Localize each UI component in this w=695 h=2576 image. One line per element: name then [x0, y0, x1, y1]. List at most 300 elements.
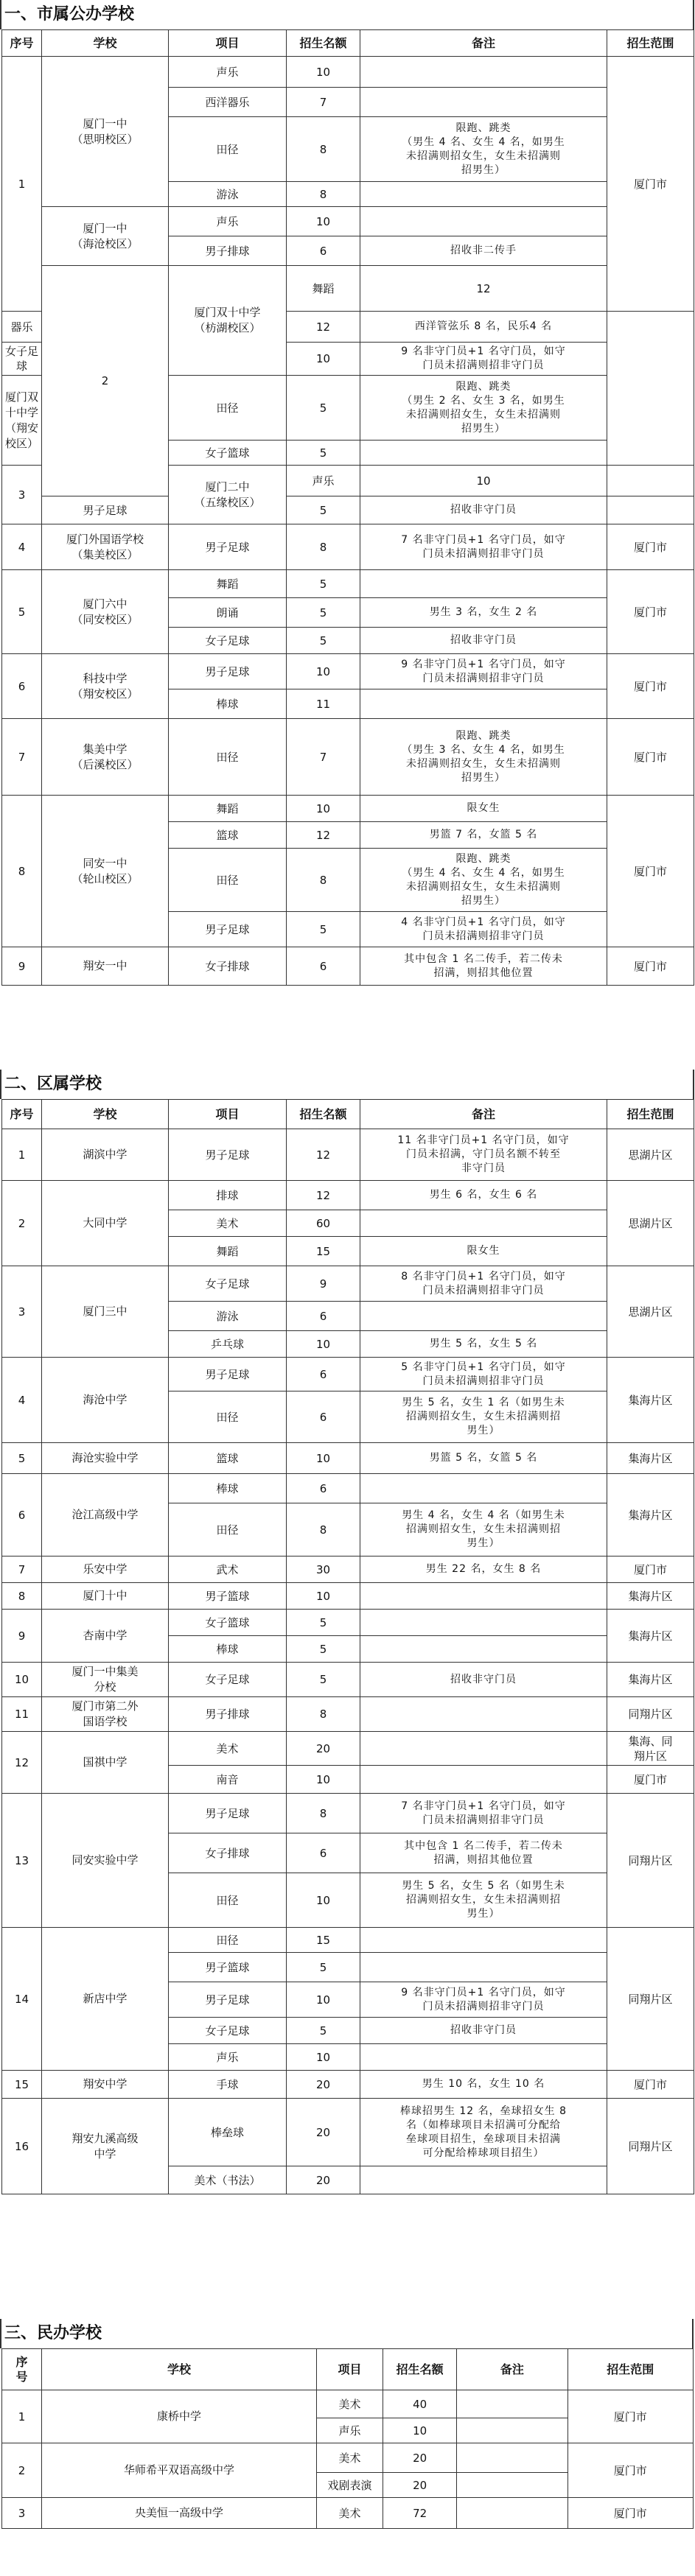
cell-note: 招收非守门员 — [360, 1663, 607, 1697]
cell-num: 13 — [2, 1794, 42, 1928]
cell-quota: 20 — [287, 2099, 360, 2166]
cell-quota: 7 — [287, 88, 360, 117]
cell-quota: 8 — [287, 849, 360, 912]
cell-note — [360, 1766, 607, 1794]
cell-school: 同安实验中学 — [42, 1794, 169, 1928]
cell-num: 11 — [2, 1697, 42, 1732]
cell-num: 2 — [42, 266, 169, 496]
cell-note: 限跑、跳类 （男生 2 名、女生 3 名，如男生 未招满则招女生，女生未招满则 招男生） — [360, 376, 607, 441]
cell-range: 思湖片区 — [607, 1181, 694, 1266]
cell-quota: 5 — [287, 1636, 360, 1663]
column-header-quota: 招生名额 — [383, 2349, 457, 2390]
cell-project: 排球 — [169, 1181, 287, 1210]
table-row — [2, 2443, 694, 2473]
cell-project: 舞蹈 — [169, 796, 287, 822]
section-title: 二、区属学校 — [0, 1070, 694, 1099]
admissions-table — [1, 29, 694, 986]
cell-note — [360, 1583, 607, 1610]
table-row — [2, 1443, 694, 1474]
cell-project: 男子足球 — [169, 1982, 287, 2018]
cell-note: 5 名非守门员+1 名守门员，如守 门员未招满则招非守门员 — [360, 1358, 607, 1391]
table-row — [2, 1474, 694, 1503]
column-header-note: 备注 — [360, 30, 607, 57]
column-header-range: 招生范围 — [607, 30, 694, 57]
cell-quota: 20 — [287, 2071, 360, 2099]
cell-project: 美术 — [316, 2390, 383, 2418]
column-header-project: 项目 — [169, 1100, 287, 1129]
cell-range: 厦门市 — [607, 1766, 694, 1794]
column-header-project: 项目 — [316, 2349, 383, 2390]
cell-school: 翔安一中 — [42, 947, 169, 986]
admissions-table — [1, 1099, 694, 2194]
cell-note: 7 名非守门员+1 名守门员，如守 门员未招满则招非守门员 — [360, 524, 607, 570]
cell-project: 游泳 — [169, 1302, 287, 1331]
cell-quota: 12 — [287, 1129, 360, 1181]
cell-quota: 6 — [287, 1474, 360, 1503]
column-header-index: 序号 — [2, 30, 42, 57]
column-header-school: 学校 — [42, 2349, 317, 2390]
cell-school: 厦门一中集美 分校 — [42, 1663, 169, 1697]
cell-note: 9 名非守门员+1 名守门员，如守 门员未招满则招非守门员 — [360, 654, 607, 689]
table-row — [2, 2099, 694, 2166]
cell-num: 9 — [2, 947, 42, 986]
table-row — [2, 1732, 694, 1766]
cell-note: 男生 3 名，女生 2 名 — [360, 598, 607, 628]
cell-project: 男子足球 — [169, 1129, 287, 1181]
cell-note — [360, 689, 607, 719]
cell-quota: 10 — [360, 466, 607, 496]
cell-quota: 8 — [287, 1503, 360, 1557]
cell-project: 田径 — [169, 1928, 287, 1953]
cell-quota: 15 — [287, 1237, 360, 1266]
cell-school: 厦门六中 （同安校区） — [42, 570, 169, 654]
section-private — [0, 2319, 694, 2529]
cell-note — [360, 1610, 607, 1636]
cell-quota: 6 — [287, 947, 360, 986]
column-header-quota: 招生名额 — [287, 30, 360, 57]
cell-project: 朗诵 — [169, 598, 287, 628]
cell-quota: 8 — [287, 524, 360, 570]
cell-range: 厦门市 — [607, 654, 694, 719]
cell-quota: 10 — [287, 1766, 360, 1794]
cell-note: 招收非守门员 — [360, 628, 607, 654]
cell-num: 3 — [2, 466, 42, 524]
cell-range: 集海片区 — [607, 1583, 694, 1610]
cell-num: 7 — [2, 719, 42, 796]
cell-num: 3 — [2, 1266, 42, 1358]
section-title: 一、市属公办学校 — [0, 0, 694, 29]
cell-range: 同翔片区 — [607, 1697, 694, 1732]
cell-note — [457, 2473, 567, 2498]
cell-note: 9 名非守门员+1 名守门员，如守 门员未招满则招非守门员 — [360, 1982, 607, 2018]
cell-school: 沧江高级中学 — [42, 1474, 169, 1557]
cell-project: 美术 — [316, 2443, 383, 2473]
cell-project: 女子足球 — [169, 1266, 287, 1302]
cell-range: 厦门市 — [607, 719, 694, 796]
cell-project: 舞蹈 — [169, 1237, 287, 1266]
cell-range: 集海片区 — [607, 1474, 694, 1557]
cell-note: 限跑、跳类 （男生 4 名、女生 4 名，如男生 未招满则招女生，女生未招满则 招男生） — [360, 849, 607, 912]
cell-note — [360, 2166, 607, 2194]
cell-range: 厦门市 — [567, 2498, 693, 2529]
cell-quota: 11 — [287, 689, 360, 719]
cell-note: 其中包含 1 名二传手，若二传未 招满，则招其他位置 — [360, 947, 607, 986]
cell-school: 科技中学 （翔安校区） — [42, 654, 169, 719]
cell-quota: 20 — [383, 2473, 457, 2498]
cell-quota: 6 — [287, 236, 360, 266]
cell-num: 8 — [2, 796, 42, 947]
cell-project: 田径 — [169, 376, 287, 441]
cell-note: 男生 5 名，女生 5 名（如男生未 招满则招女生，女生未招满则招 男生） — [360, 1873, 607, 1928]
cell-project: 男子排球 — [169, 236, 287, 266]
table-row — [2, 496, 694, 524]
cell-project: 篮球 — [169, 1443, 287, 1474]
table-row — [2, 266, 694, 312]
table-row — [2, 207, 694, 236]
cell-note: 招收非守门员 — [360, 2018, 607, 2044]
cell-num: 1 — [2, 1129, 42, 1181]
table-row — [2, 1181, 694, 1210]
cell-school: 国祺中学 — [42, 1732, 169, 1794]
cell-note — [360, 1636, 607, 1663]
cell-range: 同翔片区 — [607, 1928, 694, 2071]
cell-project: 男子足球 — [169, 912, 287, 947]
cell-quota: 6 — [287, 1833, 360, 1873]
cell-num: 16 — [2, 2099, 42, 2194]
cell-note: 限女生 — [360, 796, 607, 822]
cell-quota: 5 — [287, 496, 360, 524]
cell-num: 6 — [2, 654, 42, 719]
cell-range: 思湖片区 — [607, 1129, 694, 1181]
table-row — [2, 570, 694, 598]
section-title: 三、民办学校 — [0, 2319, 694, 2348]
cell-note: 限跑、跳类 （男生 4 名、女生 4 名，如男生 未招满则招女生，女生未招满则 招男生） — [360, 117, 607, 182]
table-row — [2, 1928, 694, 1953]
cell-project: 女子篮球 — [169, 441, 287, 466]
table-row — [2, 2498, 694, 2529]
cell-note — [360, 1210, 607, 1237]
cell-quota: 20 — [287, 1732, 360, 1766]
cell-range: 集海片区 — [607, 1358, 694, 1443]
cell-quota: 12 — [360, 266, 607, 312]
table-row — [2, 1610, 694, 1636]
cell-num: 4 — [2, 1358, 42, 1443]
cell-quota: 30 — [287, 1557, 360, 1583]
cell-quota: 10 — [383, 2418, 457, 2443]
cell-note: 招收非守门员 — [360, 496, 607, 524]
column-header-range: 招生范围 — [607, 1100, 694, 1129]
cell-quota: 20 — [287, 2166, 360, 2194]
cell-project: 西洋器乐 — [169, 88, 287, 117]
cell-project: 声乐 — [169, 2044, 287, 2071]
cell-note — [457, 2418, 567, 2443]
table-row — [2, 524, 694, 570]
cell-project: 男子足球 — [169, 654, 287, 689]
cell-note — [457, 2390, 567, 2418]
cell-school: 海沧中学 — [42, 1358, 169, 1443]
cell-project: 女子足球 — [169, 1663, 287, 1697]
cell-project: 棒球 — [169, 1636, 287, 1663]
cell-note: 招收非二传手 — [360, 236, 607, 266]
cell-quota: 10 — [287, 1583, 360, 1610]
cell-quota: 10 — [287, 1873, 360, 1928]
cell-school: 翔安中学 — [42, 2071, 169, 2099]
table-row — [2, 1663, 694, 1697]
cell-num: 12 — [2, 1732, 42, 1794]
cell-num: 9 — [2, 1610, 42, 1663]
column-header-range: 招生范围 — [567, 2349, 693, 2390]
cell-quota: 8 — [287, 182, 360, 207]
cell-note — [360, 1928, 607, 1953]
cell-num: 3 — [2, 2498, 42, 2529]
cell-quota: 6 — [287, 1358, 360, 1391]
cell-range: 同翔片区 — [607, 2099, 694, 2194]
table-row — [2, 947, 694, 986]
cell-quota: 12 — [287, 822, 360, 849]
cell-note: 男生 5 名，女生 5 名 — [360, 1331, 607, 1358]
cell-range: 厦门市 — [607, 1557, 694, 1583]
cell-quota: 12 — [287, 312, 360, 343]
cell-project: 女子篮球 — [169, 1610, 287, 1636]
cell-project: 器乐 — [2, 312, 42, 343]
cell-num: 1 — [2, 57, 42, 312]
cell-note — [360, 2044, 607, 2071]
section-district — [0, 1070, 694, 2194]
cell-project: 女子足球 — [169, 628, 287, 654]
cell-quota: 10 — [287, 654, 360, 689]
cell-range: 厦门市 — [607, 947, 694, 986]
cell-project: 乒乓球 — [169, 1331, 287, 1358]
cell-project: 声乐 — [287, 466, 360, 496]
cell-note — [360, 207, 607, 236]
admissions-table — [1, 2348, 694, 2529]
cell-quota: 60 — [287, 1210, 360, 1237]
cell-school: 湖滨中学 — [42, 1129, 169, 1181]
cell-project: 美术 — [169, 1732, 287, 1766]
cell-project: 女子排球 — [169, 947, 287, 986]
table-row — [2, 2071, 694, 2099]
column-header-project: 项目 — [169, 30, 287, 57]
cell-school: 海沧实验中学 — [42, 1443, 169, 1474]
cell-range: 集海片区 — [607, 1663, 694, 1697]
header-row — [2, 1100, 694, 1129]
cell-range: 厦门市 — [567, 2443, 693, 2498]
cell-project: 棒球 — [169, 1474, 287, 1503]
cell-quota: 10 — [287, 1982, 360, 2018]
cell-quota: 10 — [287, 1443, 360, 1474]
cell-quota: 7 — [287, 719, 360, 796]
table-row — [2, 2390, 694, 2418]
cell-school: 厦门三中 — [42, 1266, 169, 1358]
table-row — [2, 57, 694, 88]
cell-quota: 5 — [287, 1663, 360, 1697]
cell-note: 男生 4 名，女生 4 名（如男生未 招满则招女生，女生未招满则招 男生） — [360, 1503, 607, 1557]
table-row — [2, 1358, 694, 1391]
cell-note: 男生 5 名，女生 1 名（如男生未 招满则招女生，女生未招满则招 男生） — [360, 1391, 607, 1443]
cell-num: 15 — [2, 2071, 42, 2099]
cell-range: 集海片区 — [607, 1443, 694, 1474]
cell-project: 田径 — [169, 1503, 287, 1557]
cell-project: 男子足球 — [169, 1358, 287, 1391]
cell-quota: 10 — [287, 207, 360, 236]
cell-quota: 8 — [287, 1794, 360, 1833]
cell-school: 乐安中学 — [42, 1557, 169, 1583]
cell-school: 翔安九溪高级 中学 — [42, 2099, 169, 2194]
cell-range: 厦门市 — [607, 57, 694, 312]
cell-quota: 15 — [287, 1928, 360, 1953]
cell-school: 集美中学 （后溪校区） — [42, 719, 169, 796]
cell-school: 厦门外国语学校 （集美校区） — [42, 524, 169, 570]
cell-num: 2 — [2, 2443, 42, 2498]
table-row — [2, 654, 694, 689]
cell-quota: 72 — [383, 2498, 457, 2529]
cell-note — [457, 2498, 567, 2529]
cell-quota: 10 — [287, 343, 360, 376]
cell-project: 棒垒球 — [169, 2099, 287, 2166]
table-row — [2, 1129, 694, 1181]
cell-note: 男生 10 名，女生 10 名 — [360, 2071, 607, 2099]
cell-project: 舞蹈 — [287, 266, 360, 312]
column-header-school: 学校 — [42, 30, 169, 57]
cell-quota: 5 — [287, 1610, 360, 1636]
table-row — [2, 1794, 694, 1833]
cell-note — [360, 88, 607, 117]
cell-school: 同安一中 （轮山校区） — [42, 796, 169, 947]
cell-school: 厦门一中 （海沧校区） — [42, 207, 169, 266]
cell-note: 男生 22 名，女生 8 名 — [360, 1557, 607, 1583]
cell-note: 9 名非守门员+1 名守门员，如守 门员未招满则招非守门员 — [360, 343, 607, 376]
cell-quota: 10 — [287, 1331, 360, 1358]
cell-school: 新店中学 — [42, 1928, 169, 2071]
header-row — [2, 2349, 694, 2390]
cell-note: 其中包含 1 名二传手，若二传未 招满，则招其他位置 — [360, 1833, 607, 1873]
cell-num: 8 — [2, 1583, 42, 1610]
cell-note — [457, 2443, 567, 2473]
cell-project: 舞蹈 — [169, 570, 287, 598]
column-header-note: 备注 — [457, 2349, 567, 2390]
cell-project: 声乐 — [169, 207, 287, 236]
cell-num: 5 — [2, 1443, 42, 1474]
cell-project: 美术 — [316, 2498, 383, 2529]
cell-quota: 8 — [287, 1697, 360, 1732]
column-header-note: 备注 — [360, 1100, 607, 1129]
cell-school: 厦门二中 （五缘校区） — [169, 466, 287, 524]
cell-quota: 5 — [287, 912, 360, 947]
cell-note — [360, 1302, 607, 1331]
cell-range: 厦门市 — [607, 570, 694, 654]
section-municipal — [0, 0, 694, 986]
cell-note — [607, 466, 694, 496]
cell-num: 2 — [2, 1181, 42, 1266]
cell-project: 声乐 — [316, 2418, 383, 2443]
cell-num: 1 — [2, 2390, 42, 2443]
cell-project: 男子足球 — [169, 1794, 287, 1833]
cell-range: 厦门市 — [607, 524, 694, 570]
cell-range: 集海片区 — [607, 1610, 694, 1663]
cell-note: 男篮 7 名，女篮 5 名 — [360, 822, 607, 849]
cell-project: 武术 — [169, 1557, 287, 1583]
cell-num: 10 — [2, 1663, 42, 1697]
table-row — [2, 1266, 694, 1302]
cell-quota: 5 — [287, 570, 360, 598]
cell-quota: 5 — [287, 628, 360, 654]
cell-range: 厦门市 — [607, 796, 694, 947]
table-row — [2, 719, 694, 796]
cell-note — [360, 1953, 607, 1982]
cell-project: 女子排球 — [169, 1833, 287, 1873]
table-row — [2, 1697, 694, 1732]
cell-quota: 5 — [287, 598, 360, 628]
column-header-index: 序号 — [2, 1100, 42, 1129]
cell-school: 厦门一中 （思明校区） — [42, 57, 169, 207]
cell-school: 华师希平双语高级中学 — [42, 2443, 317, 2498]
cell-project: 篮球 — [169, 822, 287, 849]
cell-quota: 5 — [287, 2018, 360, 2044]
cell-school: 杏南中学 — [42, 1610, 169, 1663]
cell-quota: 20 — [383, 2443, 457, 2473]
cell-quota: 6 — [287, 1391, 360, 1443]
cell-range: 集海、同 翔片区 — [607, 1732, 694, 1766]
column-header-quota: 招生名额 — [287, 1100, 360, 1129]
cell-note: 7 名非守门员+1 名守门员，如守 门员未招满则招非守门员 — [360, 1794, 607, 1833]
cell-quota: 6 — [287, 1302, 360, 1331]
cell-project: 田径 — [169, 719, 287, 796]
cell-project: 男子足球 — [42, 496, 169, 524]
cell-project: 女子足球 — [169, 2018, 287, 2044]
cell-note: 11 名非守门员+1 名守门员，如守 门员未招满，守门员名额不转至 非守门员 — [360, 1129, 607, 1181]
cell-school: 康桥中学 — [42, 2390, 317, 2443]
cell-project: 戏剧表演 — [316, 2473, 383, 2498]
cell-quota: 5 — [287, 1953, 360, 1982]
cell-note — [360, 1474, 607, 1503]
cell-project: 手球 — [169, 2071, 287, 2099]
cell-project: 男子排球 — [169, 1697, 287, 1732]
cell-note: 限跑、跳类 （男生 3 名、女生 4 名，如男生 未招满则招女生，女生未招满则 招男生） — [360, 719, 607, 796]
cell-note: 男生 6 名，女生 6 名 — [360, 1181, 607, 1210]
cell-school: 厦门十中 — [42, 1583, 169, 1610]
cell-project: 游泳 — [169, 182, 287, 207]
cell-num: 14 — [2, 1928, 42, 2071]
cell-note — [360, 570, 607, 598]
cell-note — [360, 441, 607, 466]
cell-school: 厦门双十中学 （翔安校区） — [2, 376, 42, 466]
cell-note: 男篮 5 名，女篮 5 名 — [360, 1443, 607, 1474]
cell-note: 西洋管弦乐 8 名，民乐4 名 — [360, 312, 607, 343]
cell-school: 大同中学 — [42, 1181, 169, 1266]
cell-project: 男子篮球 — [169, 1953, 287, 1982]
cell-project: 美术（书法） — [169, 2166, 287, 2194]
cell-project: 声乐 — [169, 57, 287, 88]
cell-quota: 10 — [287, 796, 360, 822]
cell-quota: 5 — [287, 376, 360, 441]
cell-project: 女子足球 — [2, 343, 42, 376]
cell-note — [360, 182, 607, 207]
cell-note — [360, 1697, 607, 1732]
cell-range: 厦门市 — [567, 2390, 693, 2443]
cell-project: 田径 — [169, 117, 287, 182]
cell-quota: 5 — [287, 441, 360, 466]
cell-project: 美术 — [169, 1210, 287, 1237]
cell-quota: 40 — [383, 2390, 457, 2418]
table-row — [2, 1557, 694, 1583]
column-header-school: 学校 — [42, 1100, 169, 1129]
cell-project: 田径 — [169, 1391, 287, 1443]
cell-school: 央美恒一高级中学 — [42, 2498, 317, 2529]
header-row — [2, 30, 694, 57]
cell-quota: 9 — [287, 1266, 360, 1302]
cell-quota: 10 — [287, 2044, 360, 2071]
cell-project: 田径 — [169, 1873, 287, 1928]
